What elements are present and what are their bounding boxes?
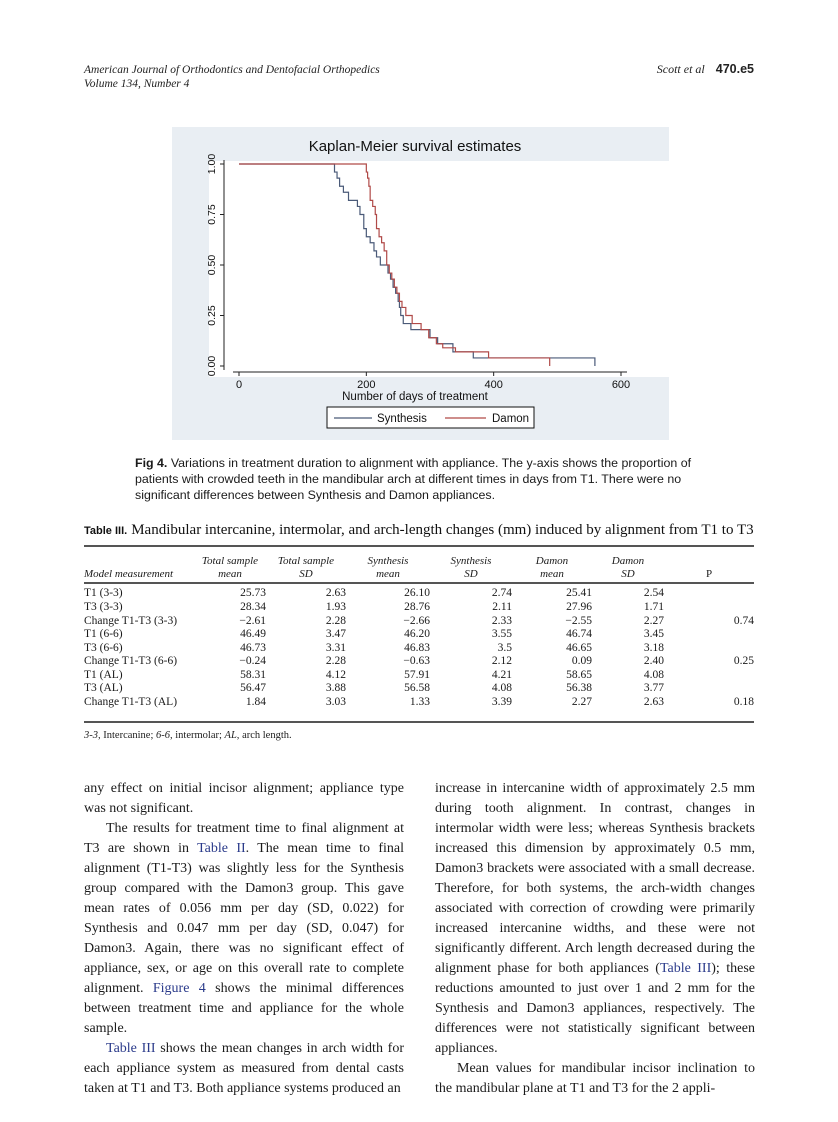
table-cell: 3.47 xyxy=(325,628,346,640)
table-cell: T3 (3-3) xyxy=(84,601,123,613)
table-cell: 2.54 xyxy=(643,587,664,600)
km-chart-figure xyxy=(172,127,669,440)
chart-title: Kaplan-Meier survival estimates xyxy=(308,138,522,155)
x-axis-label: Number of days of treatment xyxy=(342,391,488,403)
table-cell: Change T1-T3 (6-6) xyxy=(84,655,178,667)
column-header: Damon mean xyxy=(535,555,569,580)
footnote-key-3-3: 3-3, xyxy=(84,730,101,741)
journal-name: American Journal of Orthodontics and Dentofacial Orthopedics xyxy=(84,64,380,76)
figure-label: Fig 4. xyxy=(135,456,168,470)
table-cell: 2.28 xyxy=(325,614,346,627)
table-iii-link[interactable]: Table III xyxy=(106,1041,156,1056)
table-cell: −2.55 xyxy=(565,614,592,627)
table-cell: 1.93 xyxy=(325,601,346,613)
table-cell: Change T1-T3 (AL) xyxy=(84,695,178,708)
legend-synthesis-label: Synthesis xyxy=(377,413,427,425)
table-cell: 25.73 xyxy=(240,587,266,600)
table-cell xyxy=(664,581,754,601)
table-header-row xyxy=(84,547,754,581)
table-row xyxy=(84,696,754,710)
table-bottom-rule xyxy=(84,721,754,723)
table-cell: 2.63 xyxy=(325,587,346,600)
running-header-page xyxy=(657,62,754,77)
column-header: Synthesis mean xyxy=(367,555,409,580)
table-cell: 2.33 xyxy=(491,614,512,627)
figure-4-link[interactable]: Figure 4 xyxy=(152,981,206,996)
table-cell: 3.03 xyxy=(325,695,346,708)
table-cell: 2.63 xyxy=(643,695,664,708)
journal-volume: Volume 134, Number 4 xyxy=(84,78,190,90)
table-cell: 57.91 xyxy=(404,668,430,681)
column-header: Model measurement xyxy=(84,568,174,580)
table-cell: 2.27 xyxy=(571,695,592,708)
column-header: Total sample mean xyxy=(201,555,259,580)
table-cell: 4.12 xyxy=(325,668,346,681)
table-cell: 46.49 xyxy=(240,628,266,640)
paragraph: any effect on initial incisor alignment; appliance type was not significant. xyxy=(84,781,404,816)
table-cell: 2.74 xyxy=(491,587,512,600)
table-cell: 2.12 xyxy=(491,655,512,667)
svg-text:0.50: 0.50 xyxy=(206,254,218,276)
text: . The mean time to final alignment (T1-T3) was slightly less for the Synthesis group compared with the Damon3 group. This gave mean rates of 0.056 mm per day (SD, 0.022) for Synthesis and 0.047 mm per day (SD, 0.047) for Damon3. Again, there was no significant effect of appliance, sex, or age on this overall rate to complete alignment. xyxy=(84,841,405,996)
table-cell: 0.18 xyxy=(733,695,754,708)
column-header: Synthesis SD xyxy=(450,555,492,580)
table-cell: 56.58 xyxy=(404,682,430,694)
table-row xyxy=(84,669,754,683)
svg-text:0.25: 0.25 xyxy=(206,305,218,326)
table-row xyxy=(84,615,754,629)
plot-area xyxy=(209,161,669,377)
chart-legend xyxy=(327,407,534,428)
table-cell: 46.83 xyxy=(404,641,430,654)
table-title xyxy=(84,522,754,539)
table-cell: 3.77 xyxy=(643,682,664,694)
table-cell: 1.33 xyxy=(409,695,430,708)
table-cell: 3.55 xyxy=(491,628,512,640)
table-cell: T1 (3-3) xyxy=(84,587,123,600)
table-cell: 3.45 xyxy=(643,628,664,640)
data-table xyxy=(84,547,754,709)
table-cell: Change T1-T3 (3-3) xyxy=(84,614,178,627)
footnote-key-al: AL, xyxy=(224,730,240,741)
table-cell xyxy=(664,682,754,696)
text: shows the mean changes in arch width for each appliance system as measured from dental casts taken at T1 and T3. Both appliance systems produced an xyxy=(84,1041,404,1096)
footnote-key-6-6: 6-6, xyxy=(156,730,173,741)
table-cell: 1.71 xyxy=(643,601,664,613)
column-header: P xyxy=(705,568,713,580)
svg-text:0.00: 0.00 xyxy=(206,355,218,377)
table-cell: 2.40 xyxy=(643,655,664,667)
table-cell xyxy=(664,669,754,683)
svg-text:1.00: 1.00 xyxy=(206,153,218,175)
table-row xyxy=(84,655,754,669)
table-cell: 46.20 xyxy=(404,628,430,640)
body-column-right xyxy=(435,779,755,1099)
table-cell: 3.31 xyxy=(325,641,346,654)
table-cell: −0.24 xyxy=(239,655,266,667)
table-cell xyxy=(664,628,754,642)
table-cell: 4.08 xyxy=(491,682,512,694)
table-cell xyxy=(664,642,754,656)
text: ); these reductions amounted to just over 1 and 2 mm for the Synthesis and Damon3 appliances, respectively. The differences were not statistically significant between appliances. xyxy=(435,961,755,1056)
authors: Scott et al xyxy=(656,62,705,76)
text: shows the minimal differences between treatment time and appliance for the whole sample. xyxy=(84,981,404,1036)
svg-text:200: 200 xyxy=(357,379,376,391)
table-row xyxy=(84,642,754,656)
table-cell: −0.63 xyxy=(403,655,430,667)
table-cell: 3.39 xyxy=(491,695,512,708)
table-cell: T3 (AL) xyxy=(84,682,123,694)
column-header: Total sample SD xyxy=(277,555,335,580)
table-cell: T3 (6-6) xyxy=(84,641,123,654)
table-cell: 2.27 xyxy=(643,614,664,627)
footnote-val-3-3: Intercanine; xyxy=(100,730,157,741)
figure-caption-text: Variations in treatment duration to alignment with appliance. The y-axis shows the proportion of patients with crowded teeth in the mandibular arch at different times in days from T1. There were no significant differences between Synthesis and Damon appliances. xyxy=(135,456,692,502)
table-cell: 46.65 xyxy=(566,641,592,654)
table-body xyxy=(84,581,754,709)
table-cell: T1 (AL) xyxy=(84,668,123,681)
paragraph xyxy=(435,779,755,1059)
table-cell: 25.41 xyxy=(566,587,592,600)
table-cell: 4.08 xyxy=(643,668,664,681)
paragraph xyxy=(84,1039,404,1099)
table-cell: 58.65 xyxy=(566,668,592,681)
paragraph xyxy=(84,819,404,1039)
table-cell: 28.34 xyxy=(240,601,266,613)
footnote-val-al: arch length. xyxy=(239,730,292,741)
table-cell: T1 (6-6) xyxy=(84,628,123,640)
svg-text:0.75: 0.75 xyxy=(206,204,218,225)
table-cell: 58.31 xyxy=(240,668,266,681)
table-iii-link[interactable]: Table III xyxy=(659,961,712,976)
body-column-left xyxy=(84,779,404,1099)
svg-text:600: 600 xyxy=(611,379,631,391)
text: The results for treatment time to final alignment at T3 are shown in xyxy=(84,821,404,856)
table-cell: 46.73 xyxy=(240,641,266,654)
table-cell: 0.09 xyxy=(571,655,592,667)
table-cell xyxy=(664,601,754,615)
table-row xyxy=(84,628,754,642)
column-header: Damon SD xyxy=(611,555,645,580)
legend-damon-label: Damon xyxy=(492,413,530,425)
table-cell: 0.74 xyxy=(733,614,754,627)
svg-text:400: 400 xyxy=(484,379,503,391)
table-cell: 46.74 xyxy=(566,628,592,640)
table-label: Table III. xyxy=(84,525,128,537)
table-cell: 56.38 xyxy=(566,682,592,694)
table-cell: 3.88 xyxy=(325,682,346,694)
figure-caption xyxy=(135,455,715,503)
table-cell: 1.84 xyxy=(245,695,266,708)
page-number: 470.e5 xyxy=(715,62,754,76)
table-title-text: Mandibular intercanine, intermolar, and arch-length changes (mm) induced by alignment from T1 to T3 xyxy=(131,522,754,538)
table-footnote xyxy=(84,730,292,741)
table-cell: 3.5 xyxy=(497,641,512,654)
table-cell: 27.96 xyxy=(566,601,592,613)
table-ii-link[interactable]: Table II xyxy=(197,841,246,856)
table-row xyxy=(84,581,754,601)
table-cell: 2.28 xyxy=(325,655,346,667)
footnote-val-6-6: intermolar; xyxy=(172,730,225,741)
table-cell: 4.21 xyxy=(491,668,512,681)
paragraph: Mean values for mandibular incisor inclination to the mandibular plane at T1 and T3 for the 2 appli- xyxy=(435,1061,755,1096)
km-chart xyxy=(172,127,669,440)
text: increase in intercanine width of approximately 2.5 mm during tooth alignment. In contrast, changes in intermolar width were less; whereas Synthesis brackets increased this dimension by approximately 0.5 mm, Damon3 brackets were associated with a small decrease. Therefore, for both systems, the arch-width changes associated with correction of crowding were primarily increased intercanine widths, and these were not significantly different. Arch length decreased during the alignment phase for both appliances ( xyxy=(435,781,755,976)
table-row xyxy=(84,601,754,615)
table-cell: 56.47 xyxy=(240,682,266,694)
table-cell: 0.25 xyxy=(733,655,754,667)
table-cell: 26.10 xyxy=(404,587,430,600)
svg-text:0: 0 xyxy=(235,379,243,391)
table-cell: −2.61 xyxy=(239,614,266,627)
table-cell: 2.11 xyxy=(492,601,512,613)
table-cell: 3.18 xyxy=(643,641,664,654)
table-row xyxy=(84,682,754,696)
table-cell: 28.76 xyxy=(404,601,430,613)
running-header-journal xyxy=(84,63,380,91)
table-cell: −2.66 xyxy=(403,614,430,627)
